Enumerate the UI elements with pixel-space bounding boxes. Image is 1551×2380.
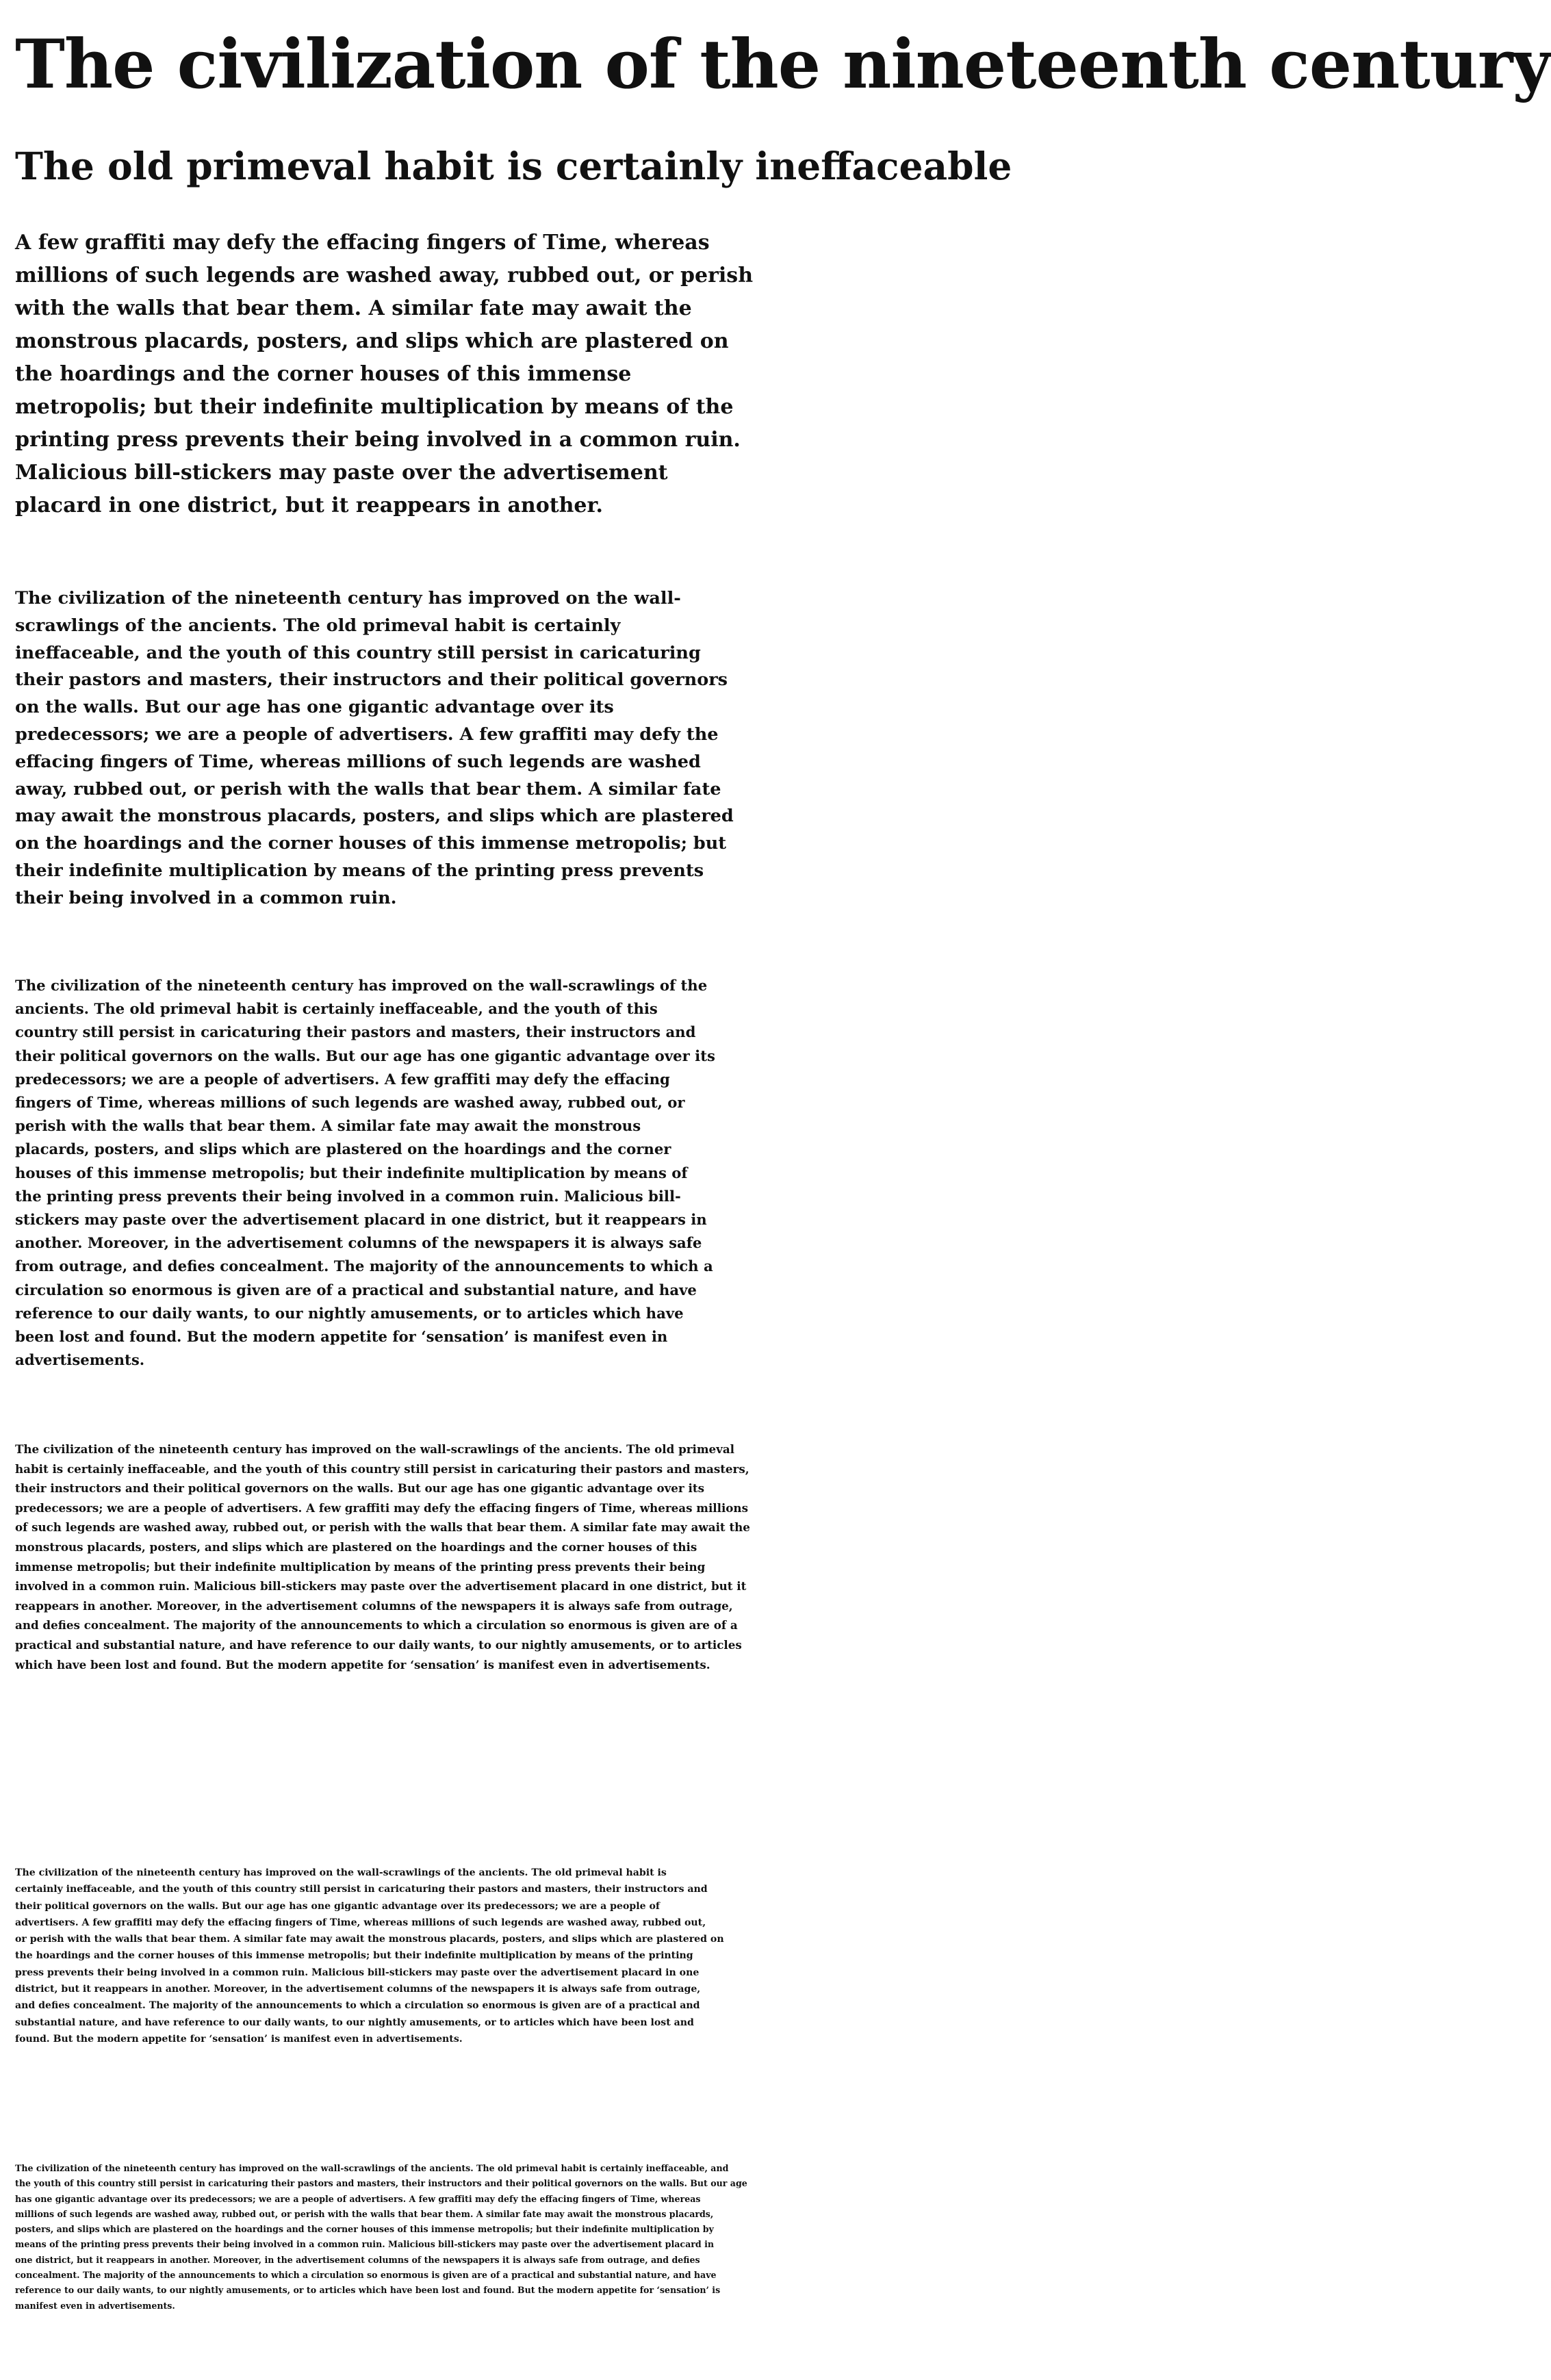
text-line: predecessors; we are a people of advertisers. A few graffiti may defy the effacing	[15, 1070, 670, 1088]
text-line: the hoardings and the corner houses of this immense	[15, 362, 632, 386]
text-line: millions of such legends are washed away, rubbed out, or perish	[15, 264, 754, 287]
text-line: effacing fingers of Time, whereas millions of such legends are washed	[15, 751, 701, 772]
text-line: their political governors on the walls. But our age has one gigantic advantage over its predecessors; we are a people of	[15, 1900, 660, 1912]
text-line: the youth of this country still persist in caricaturing their pastors and masters, their instructors and their political governors on the walls. But our age	[15, 2178, 747, 2189]
text-line: substantial nature, and have reference to our daily wants, to our nightly amusements, or to articles which have been lost and	[15, 2017, 694, 2028]
text-line: or perish with the walls that bear them. A similar fate may await the monstrous placards, posters, and slips which are plastered on	[15, 1934, 724, 1945]
text-line: monstrous placards, posters, and slips which are plastered on	[15, 329, 729, 353]
paragraph-5	[0, 1865, 724, 2136]
heading-2-block	[0, 136, 1012, 197]
text-line: ancients. The old primeval habit is certainly ineffaceable, and the youth of this	[15, 1000, 658, 1018]
text-line: means of the printing press prevents their being involved in a common ruin. Malicious bill-stickers may paste over the advertisement placard in	[15, 2239, 715, 2250]
text-line: involved in a common ruin. Malicious bill-stickers may paste over the advertisement placard in one district, but it	[15, 1579, 747, 1594]
text-line: fingers of Time, whereas millions of such legends are washed away, rubbed out, or	[15, 1094, 685, 1112]
text-line: reference to our daily wants, to our nightly amusements, or to articles which have been lost and found. But the modern appetite for ‘sensation’ is	[15, 2285, 721, 2296]
text-line: perish with the walls that bear them. A similar fate may await the monstrous	[15, 1117, 641, 1135]
text-line: found. But the modern appetite for ‘sensation’ is manifest even in advertisements.	[15, 2033, 463, 2045]
text-line: concealment. The majority of the announcements to which a circulation so enormous is given are of a practical and substantial nature, and have	[15, 2270, 717, 2281]
text-line: on the walls. But our age has one gigantic advantage over its	[15, 697, 614, 718]
text-line: stickers may paste over the advertisement placard in one district, but it reappears in	[15, 1211, 707, 1229]
text-line: advertisers. A few graffiti may defy the effacing fingers of Time, whereas millions of such legends are washed away, rubbed out,	[15, 1917, 706, 1928]
text-line: country still persist in caricaturing their pastors and masters, their instructors and	[15, 1023, 696, 1041]
text-line: habit is certainly ineffaceable, and the youth of this country still persist in caricaturing their pastors and masters,	[15, 1461, 749, 1476]
text-line: advertisements.	[15, 1351, 145, 1369]
text-line: placards, posters, and slips which are plastered on the hoardings and the corner	[15, 1140, 671, 1158]
text-line: ineffaceable, and the youth of this country still persist in caricaturing	[15, 642, 701, 663]
text-line: the hoardings and the corner houses of this immense metropolis; but their indefinite multiplication by means of the printing	[15, 1950, 693, 1962]
text-line: on the hoardings and the corner houses of this immense metropolis; but	[15, 833, 727, 854]
heading-1: The civilization of the nineteenth century	[15, 25, 1551, 104]
text-line: practical and substantial nature, and have reference to our daily wants, to our nightly amusements, or to articles	[15, 1637, 742, 1652]
text-line: their instructors and their political governors on the walls. But our age has one gigantic advantage over its	[15, 1481, 704, 1496]
text-line: may await the monstrous placards, posters, and slips which are plastered	[15, 806, 734, 827]
text-line: circulation so enormous is given are of a practical and substantial nature, and have	[15, 1281, 697, 1298]
text-line: scrawlings of the ancients. The old primeval habit is certainly	[15, 615, 621, 636]
text-line: another. Moreover, in the advertisement columns of the newspapers it is always safe	[15, 1234, 702, 1252]
text-line: from outrage, and defies concealment. The majority of the announcements to which a	[15, 1257, 713, 1275]
text-line: predecessors; we are a people of advertisers. A few graffiti may defy the	[15, 724, 719, 745]
text-line: reappears in another. Moreover, in the advertisement columns of the newspapers it is always safe from outrage,	[15, 1598, 733, 1613]
text-line: and defies concealment. The majority of the announcements to which a circulation so enormous is given are of a practical and	[15, 2000, 700, 2012]
text-line: their indefinite multiplication by means of the printing press prevents	[15, 860, 704, 881]
text-line: away, rubbed out, or perish with the walls that bear them. A similar fate	[15, 778, 721, 799]
text-line: their being involved in a common ruin.	[15, 887, 397, 908]
text-line: The civilization of the nineteenth century has improved on the wall-	[15, 588, 681, 609]
heading-1-block	[0, 21, 1551, 110]
text-line: with the walls that bear them. A similar fate may await the	[15, 296, 692, 320]
text-line: one district, but it reappears in another. Moreover, in the advertisement columns of the newspapers it is always safe from outrage, and defies	[15, 2254, 700, 2265]
text-line: been lost and found. But the modern appetite for ‘sensation’ is manifest even in	[15, 1328, 668, 1346]
text-line: predecessors; we are a people of advertisers. A few graffiti may defy the effacing fingers of Time, whereas millions	[15, 1500, 748, 1515]
text-line: metropolis; but their indefinite multiplication by means of the	[15, 395, 734, 419]
text-line: placard in one district, but it reappears in another.	[15, 494, 603, 517]
paragraph-2	[0, 585, 734, 941]
heading-2: The old primeval habit is certainly ineffaceable	[15, 144, 1012, 188]
text-line: reference to our daily wants, to our nightly amusements, or to articles which have	[15, 1304, 684, 1322]
text-line: monstrous placards, posters, and slips which are plastered on the hoardings and the corner houses of this	[15, 1539, 697, 1554]
text-line: which have been lost and found. But the modern appetite for ‘sensation’ is manifest even in advertisements.	[15, 1657, 710, 1672]
text-line: printing press prevents their being involved in a common ruin.	[15, 428, 741, 452]
text-line: houses of this immense metropolis; but their indefinite multiplication by means of	[15, 1164, 688, 1181]
text-line: posters, and slips which are plastered on the hoardings and the corner houses of this immense metropolis; but their indefinite multiplication by	[15, 2224, 714, 2235]
text-line: A few graffiti may defy the effacing fingers of Time, whereas	[15, 231, 710, 255]
text-line: has one gigantic advantage over its predecessors; we are a people of advertisers. A few graffiti may defy the effacing fingers of Time, whereas	[15, 2193, 701, 2204]
text-line: their pastors and masters, their instructors and their political governors	[15, 669, 728, 691]
text-line: the printing press prevents their being involved in a common ruin. Malicious bill-	[15, 1187, 681, 1205]
text-line: manifest even in advertisements.	[15, 2300, 175, 2311]
text-line: Malicious bill-stickers may paste over the advertisement	[15, 461, 668, 485]
text-line: of such legends are washed away, rubbed out, or perish with the walls that bear them. A similar fate may await the	[15, 1520, 750, 1535]
paragraph-4	[0, 1439, 750, 1828]
text-line: certainly ineffaceable, and the youth of this country still persist in caricaturing their pastors and masters, their instructors and	[15, 1884, 708, 1895]
text-line: their political governors on the walls. But our age has one gigantic advantage over its	[15, 1047, 715, 1064]
text-line: district, but it reappears in another. Moreover, in the advertisement columns of the newspapers it is always safe from outrage,	[15, 1984, 701, 1995]
text-line: press prevents their being involved in a common ruin. Malicious bill-stickers may paste over the advertisement placard in one	[15, 1967, 700, 1978]
text-line: millions of such legends are washed away, rubbed out, or perish with the walls that bear them. A similar fate may await the monstrous placards,	[15, 2208, 714, 2219]
text-line: The civilization of the nineteenth century has improved on the wall-scrawlings of the	[15, 977, 708, 994]
text-line: The civilization of the nineteenth century has improved on the wall-scrawlings of the ancients. The old primeval	[15, 1442, 734, 1456]
paragraph-6	[0, 2161, 747, 2380]
text-line: The civilization of the nineteenth century has improved on the wall-scrawlings of the ancients. The old primeval habit is certainly ineffaceable, and	[15, 2163, 729, 2173]
text-line: The civilization of the nineteenth century has improved on the wall-scrawlings of the ancients. The old primeval habit is	[15, 1867, 667, 1878]
text-line: and defies concealment. The majority of the announcements to which a circulation so enormous is given are of a	[15, 1618, 738, 1633]
paragraph-1	[0, 227, 754, 555]
text-line: immense metropolis; but their indefinite multiplication by means of the printing press prevents their being	[15, 1559, 706, 1574]
paragraph-3	[0, 974, 715, 1412]
